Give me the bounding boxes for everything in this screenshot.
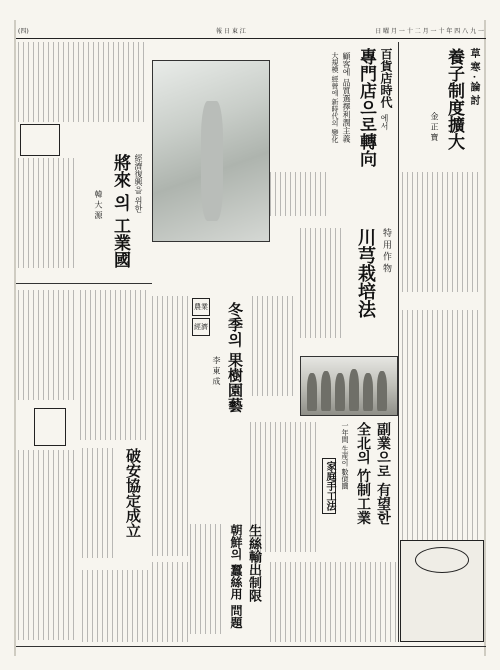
headline-2: 朝鮮의 蠶絲用 問題 [229, 524, 243, 629]
article-recovery [80, 150, 146, 280]
issue-date: 日 曜 月 一 十 二 月 一 十 年 四 八 九 一 [375, 28, 484, 35]
article-headline: 破安協定成立 [124, 448, 142, 538]
deck-2: 大規模 經營에 新時代의 變化 [331, 52, 339, 143]
group-photo [300, 356, 398, 416]
deck: 顧客에 品質選擇利潤主義 [342, 52, 351, 143]
ad-box [400, 540, 484, 642]
article-headline: 將來 의 工業國 [110, 154, 130, 268]
headline-1: 生絲輸出制限 [246, 524, 261, 602]
article-byline: 韓 大 源 [94, 190, 103, 220]
body-text [300, 228, 344, 338]
right-margin [484, 20, 486, 656]
body-text [80, 290, 146, 440]
article-kicker: 草 寒 · 論 討 [468, 48, 479, 106]
headline-1-tail: 에서 [380, 114, 389, 130]
label-box-a: 農業 [192, 298, 210, 316]
left-margin [14, 20, 16, 656]
article-fruit [190, 296, 250, 426]
body-text [18, 290, 78, 400]
article-kicker: 經濟復興을 위한 [134, 154, 143, 213]
body-text [270, 562, 396, 642]
headline-2: 專門店으로轉向 [356, 48, 376, 167]
body-text [18, 158, 78, 268]
small-box [34, 408, 66, 446]
article-bamboo [250, 418, 396, 558]
body-text [152, 562, 188, 642]
article-byline: 金 正 寶 [430, 112, 439, 142]
body-text [402, 172, 480, 292]
headline-1: 百貨店時代 [379, 48, 393, 108]
body-text [18, 42, 146, 122]
article-headline: 川芎栽培法 [355, 228, 376, 318]
label-box-b: 經濟 [192, 318, 210, 336]
body-text [82, 448, 116, 558]
main-photo [152, 60, 270, 242]
sub-deck: 一年間 生産이 數億圜 [341, 422, 349, 490]
article-headline: 養子制度擴大 [444, 48, 464, 150]
article-headline: 冬季의 果樹園藝 [226, 302, 244, 413]
headline-2: 全北의 竹制工業 [355, 422, 371, 525]
body-text [152, 296, 188, 556]
page-number: (四) [18, 28, 29, 35]
article-grass [400, 42, 484, 302]
body-text [190, 524, 224, 634]
body-text [252, 296, 296, 396]
newspaper-name: 報 日 東 江 [216, 28, 246, 35]
masthead [16, 26, 486, 39]
deck-box: 家庭手工法 [322, 458, 337, 514]
ad-logo [415, 547, 469, 573]
body-text [18, 450, 78, 640]
body-text [82, 570, 148, 642]
article-cheongung [300, 224, 396, 344]
article-stabilize [82, 444, 148, 564]
article-raw-silk [190, 520, 266, 640]
info-box [20, 124, 60, 156]
article-byline: 李 東 成 [212, 356, 221, 386]
headline-1: 副業으로 有望한 [375, 422, 391, 525]
article-kicker: 特 用 作 物 [381, 228, 391, 273]
